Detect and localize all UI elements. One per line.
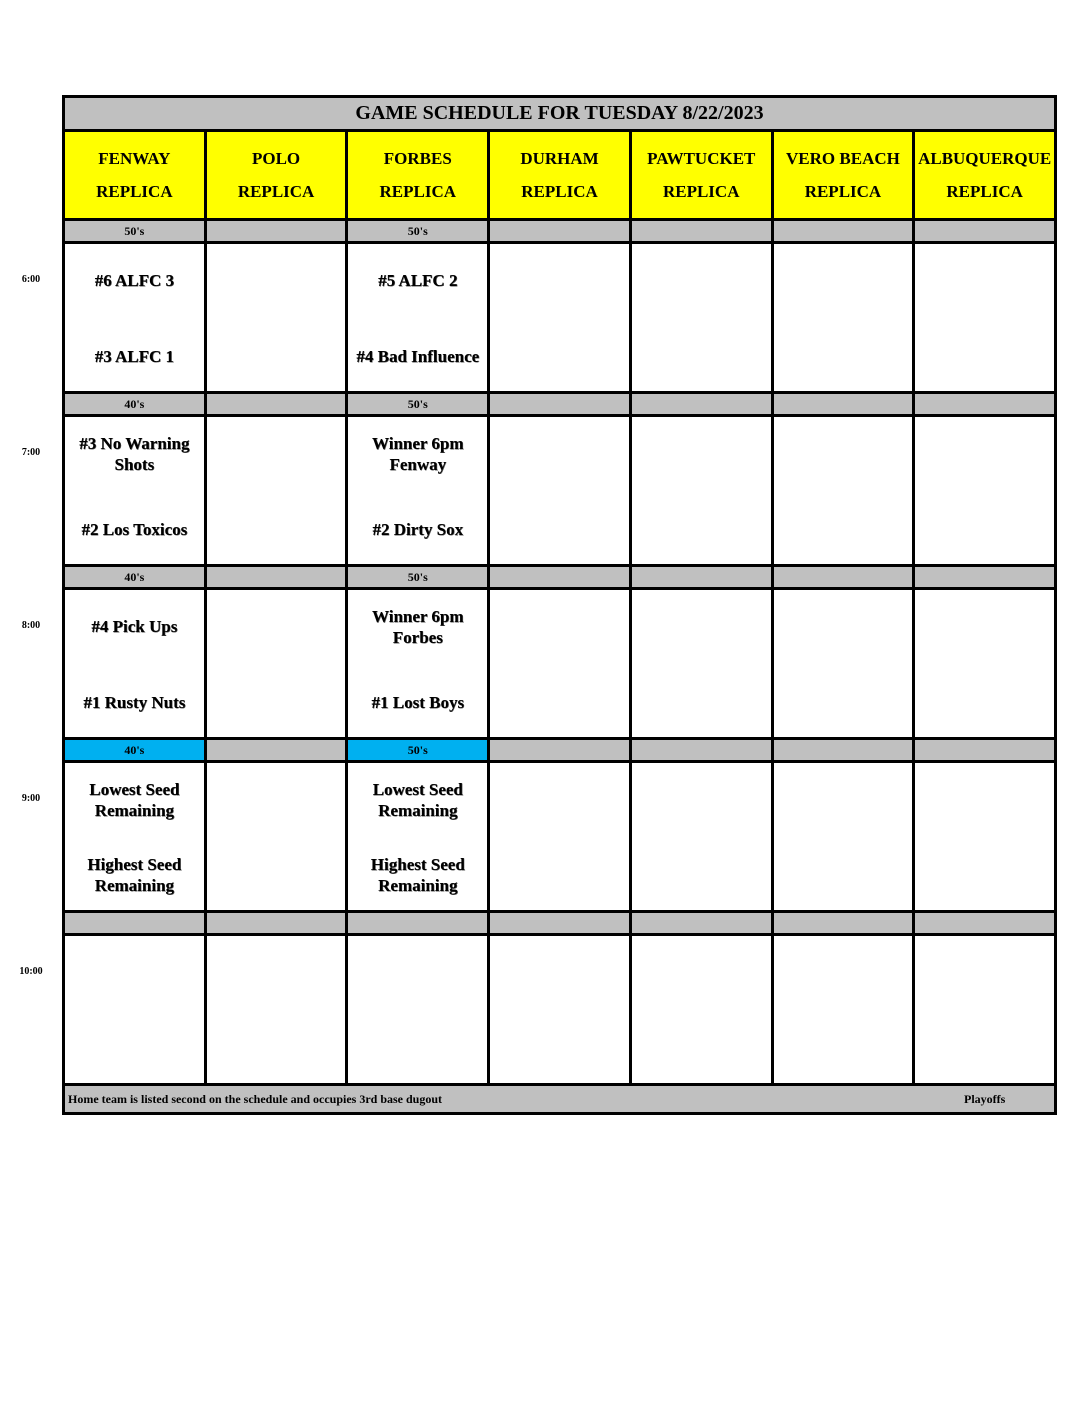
division-band: 50's bbox=[348, 567, 490, 587]
division-band bbox=[490, 394, 632, 414]
game-cell bbox=[915, 590, 1054, 737]
field-name: FORBES bbox=[383, 149, 452, 168]
game-cell bbox=[632, 936, 774, 1083]
home-team: #4 Bad Influence bbox=[356, 347, 480, 366]
field-name: FENWAY bbox=[98, 149, 171, 168]
game-cell bbox=[490, 936, 632, 1083]
away-team: Winner 6pm Forbes bbox=[372, 607, 464, 647]
division-band bbox=[915, 221, 1054, 241]
home-team: #2 Los Toxicos bbox=[81, 520, 188, 539]
division-band bbox=[774, 567, 916, 587]
division-band bbox=[207, 740, 349, 760]
game-cell bbox=[65, 763, 207, 910]
field-name: VERO BEACH bbox=[786, 149, 900, 168]
time-slot-row bbox=[65, 763, 1054, 913]
game-cell bbox=[915, 763, 1054, 910]
game-cell bbox=[207, 936, 349, 1083]
game-cell bbox=[348, 936, 490, 1083]
away-team: Lowest Seed Remaining bbox=[372, 780, 463, 820]
field-name: DURHAM bbox=[520, 149, 599, 168]
division-band-row bbox=[65, 567, 1054, 590]
footer-bar bbox=[65, 1086, 1054, 1112]
division-band: 50's bbox=[65, 221, 207, 241]
game-cell bbox=[490, 417, 632, 564]
footer-label: Playoffs bbox=[964, 1092, 1006, 1106]
away-team: #4 Pick Ups bbox=[91, 617, 178, 636]
division-band bbox=[490, 567, 632, 587]
game-cell bbox=[632, 763, 774, 910]
division-band: 40's bbox=[65, 394, 207, 414]
division-band: 50's bbox=[348, 221, 490, 241]
division-band bbox=[632, 567, 774, 587]
game-cell bbox=[632, 244, 774, 391]
field-header-4 bbox=[632, 132, 774, 218]
time-slot-row bbox=[65, 936, 1054, 1086]
field-subtitle: REPLICA bbox=[237, 182, 315, 201]
game-cell bbox=[915, 417, 1054, 564]
time-slot-row bbox=[65, 417, 1054, 567]
division-band: 40's bbox=[65, 567, 207, 587]
field-header-5 bbox=[774, 132, 916, 218]
division-band bbox=[65, 913, 207, 933]
field-header-6 bbox=[915, 132, 1054, 218]
division-band bbox=[915, 740, 1054, 760]
division-band bbox=[490, 221, 632, 241]
game-cell bbox=[348, 763, 490, 910]
division-band bbox=[348, 913, 490, 933]
field-name: PAWTUCKET bbox=[647, 149, 756, 168]
game-cell bbox=[774, 244, 916, 391]
field-header-3 bbox=[490, 132, 632, 218]
division-band bbox=[490, 740, 632, 760]
division-band: 50's bbox=[348, 740, 490, 760]
game-cell bbox=[207, 763, 349, 910]
time-slots bbox=[65, 221, 1054, 1086]
division-band-row bbox=[65, 221, 1054, 244]
field-subtitle: REPLICA bbox=[662, 182, 740, 201]
division-band-row bbox=[65, 913, 1054, 936]
field-header-row bbox=[65, 132, 1054, 221]
time-label: 9:00 bbox=[21, 793, 41, 804]
game-cell bbox=[207, 244, 349, 391]
home-team: #1 Rusty Nuts bbox=[83, 693, 186, 712]
division-band bbox=[632, 394, 774, 414]
time-label: 8:00 bbox=[21, 620, 41, 631]
division-band bbox=[632, 740, 774, 760]
field-name: POLO bbox=[251, 149, 301, 168]
game-cell bbox=[207, 417, 349, 564]
field-subtitle: REPLICA bbox=[96, 182, 173, 201]
game-cell bbox=[632, 590, 774, 737]
game-cell bbox=[915, 244, 1054, 391]
division-band bbox=[915, 567, 1054, 587]
game-cell bbox=[490, 244, 632, 391]
division-band bbox=[207, 394, 349, 414]
field-name: ALBUQUERQUE bbox=[918, 149, 1052, 168]
division-band bbox=[207, 913, 349, 933]
time-label: 10:00 bbox=[19, 966, 43, 977]
schedule-title: GAME SCHEDULE FOR TUESDAY 8/22/2023 bbox=[65, 98, 1054, 132]
division-band bbox=[632, 913, 774, 933]
division-band-row bbox=[65, 394, 1054, 417]
division-band bbox=[915, 913, 1054, 933]
home-team: #3 ALFC 1 bbox=[94, 347, 175, 366]
game-cell bbox=[774, 417, 916, 564]
home-team: Highest Seed Remaining bbox=[370, 855, 465, 895]
field-subtitle: REPLICA bbox=[804, 182, 882, 201]
time-label: 7:00 bbox=[21, 447, 41, 458]
division-band bbox=[915, 394, 1054, 414]
game-cell bbox=[65, 417, 207, 564]
field-header-2 bbox=[348, 132, 490, 218]
division-band: 40's bbox=[65, 740, 207, 760]
division-band bbox=[207, 567, 349, 587]
game-cell bbox=[632, 417, 774, 564]
footer-note: Home team is listed second on the schedule and occupies 3rd base dugout bbox=[68, 1092, 443, 1106]
game-cell bbox=[348, 244, 490, 391]
field-subtitle: REPLICA bbox=[521, 182, 598, 201]
schedule-table bbox=[62, 95, 1057, 1115]
away-team: #3 No Warning Shots bbox=[79, 434, 190, 474]
game-cell bbox=[915, 936, 1054, 1083]
division-band bbox=[490, 913, 632, 933]
division-band-row bbox=[65, 740, 1054, 763]
time-slot-row bbox=[65, 244, 1054, 394]
game-cell bbox=[348, 417, 490, 564]
field-header-1 bbox=[207, 132, 349, 218]
away-team: #5 ALFC 2 bbox=[378, 271, 458, 290]
division-band bbox=[632, 221, 774, 241]
game-cell bbox=[207, 590, 349, 737]
game-cell bbox=[65, 244, 207, 391]
away-team: Winner 6pm Fenway bbox=[372, 434, 464, 474]
game-cell bbox=[774, 590, 916, 737]
home-team: Highest Seed Remaining bbox=[87, 855, 182, 895]
game-cell bbox=[490, 763, 632, 910]
game-cell bbox=[348, 590, 490, 737]
division-band: 50's bbox=[348, 394, 490, 414]
field-subtitle: REPLICA bbox=[379, 182, 457, 201]
game-cell bbox=[490, 590, 632, 737]
division-band bbox=[774, 394, 916, 414]
field-header-0 bbox=[65, 132, 207, 218]
game-cell bbox=[774, 936, 916, 1083]
game-cell bbox=[774, 763, 916, 910]
time-label: 6:00 bbox=[21, 274, 41, 285]
field-subtitle: REPLICA bbox=[946, 182, 1023, 201]
division-band bbox=[774, 221, 916, 241]
away-team: #6 ALFC 3 bbox=[94, 271, 175, 290]
division-band bbox=[774, 740, 916, 760]
division-band bbox=[774, 913, 916, 933]
game-cell bbox=[65, 936, 207, 1083]
game-cell bbox=[65, 590, 207, 737]
away-team: Lowest Seed Remaining bbox=[89, 780, 180, 820]
division-band bbox=[207, 221, 349, 241]
home-team: #2 Dirty Sox bbox=[372, 520, 464, 539]
home-team: #1 Lost Boys bbox=[371, 693, 465, 712]
time-slot-row bbox=[65, 590, 1054, 740]
